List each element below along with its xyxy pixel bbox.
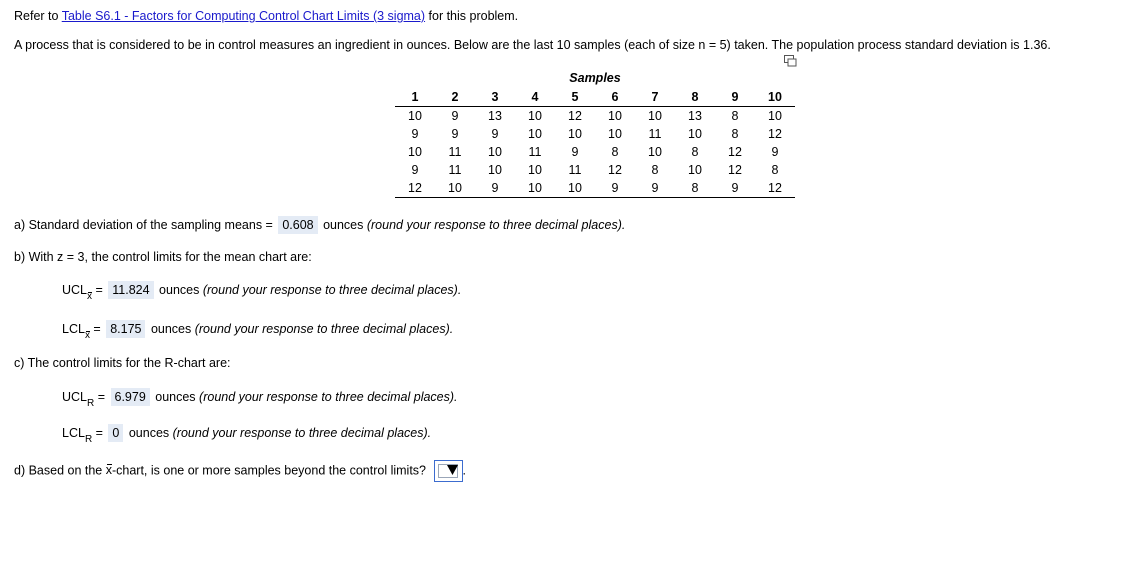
ucl-r-sub: R (87, 398, 95, 409)
table-cell: 10 (608, 127, 622, 141)
table-cell: 9 (411, 127, 419, 141)
samples-title: Samples (569, 71, 621, 85)
beyond-limits-dropdown[interactable] (434, 460, 463, 482)
part-d-end: . (462, 463, 466, 478)
table-cell: 10 (515, 179, 555, 198)
lcl-r-row (62, 424, 432, 445)
table-cell: 8 (651, 163, 659, 177)
column-header: 3 (475, 88, 515, 107)
part-b-label: b) With z = 3, the control limits for the mean chart are: (14, 250, 312, 264)
intro-line (14, 9, 518, 23)
table-cell: 9 (571, 145, 579, 159)
lcl-xbar-hint: (round your response to three decimal places). (194, 322, 454, 336)
ucl-xbar-hint: (round your response to three decimal places). (202, 283, 462, 297)
ucl-r-eq: = (94, 390, 109, 404)
ucl-xbar-prefix: UCL (62, 283, 88, 297)
table-cell: 10 (568, 127, 582, 141)
ucl-r-unit: ounces (151, 390, 200, 404)
table-cell: 8 (731, 109, 739, 123)
part-a-unit: ounces (319, 218, 367, 232)
table-cell: 8 (611, 145, 619, 159)
table-cell: 10 (648, 145, 662, 159)
table-cell: 10 (528, 127, 542, 141)
part-a-hint: (round your response to three decimal places). (366, 218, 626, 232)
ucl-xbar-unit: ounces (155, 283, 203, 297)
ucl-xbar-row (62, 281, 462, 302)
table-cell: 11 (448, 145, 462, 159)
part-c-label: c) The control limits for the R-chart are: (14, 356, 231, 370)
table-cell: 11 (648, 127, 662, 141)
table-cell: 8 (771, 163, 779, 177)
column-header: 5 (555, 88, 595, 107)
std-dev-answer[interactable]: 0.608 (278, 216, 317, 234)
table-cell: 8 (675, 179, 715, 198)
ucl-r-row (62, 388, 458, 409)
table-row (395, 161, 795, 179)
table-cell: 10 (555, 179, 595, 198)
intro-suffix: for this problem. (425, 9, 519, 23)
lcl-xbar-unit: ounces (147, 322, 195, 336)
column-header: 9 (715, 88, 755, 107)
table-cell: 10 (608, 109, 622, 123)
table-cell: 12 (608, 163, 622, 177)
table-cell: 10 (528, 109, 542, 123)
lcl-r-prefix: LCL (62, 426, 85, 440)
table-cell: 10 (488, 163, 502, 177)
table-cell: 9 (595, 179, 635, 198)
table-s6-1-link[interactable]: Table S6.1 - Factors for Computing Control Chart Limits (3 sigma) (61, 9, 426, 23)
ucl-xbar-answer[interactable]: 11.824 (108, 281, 153, 299)
table-cell: 10 (408, 109, 422, 123)
lcl-xbar-row (62, 320, 454, 341)
table-row (395, 107, 795, 126)
table-cell: 10 (435, 179, 475, 198)
dropdown-arrow-icon (447, 465, 458, 475)
table-cell: 9 (635, 179, 675, 198)
copy-icon[interactable] (784, 55, 797, 67)
table-cell: 9 (411, 163, 419, 177)
samples-table (395, 88, 795, 198)
table-body (395, 107, 795, 198)
column-header: 7 (635, 88, 675, 107)
intro-prefix: Refer to (14, 9, 62, 23)
lcl-r-answer[interactable]: 0 (108, 424, 123, 442)
column-header: 8 (675, 88, 715, 107)
table-cell: 10 (408, 145, 422, 159)
lcl-r-eq: = (92, 426, 107, 440)
table-cell: 12 (755, 179, 795, 198)
table-cell: 12 (568, 109, 582, 123)
ucl-r-answer[interactable]: 6.979 (111, 388, 150, 406)
table-cell: 10 (488, 145, 502, 159)
table-cell: 9 (451, 109, 459, 123)
table-cell: 9 (771, 145, 779, 159)
table-cell: 12 (728, 145, 742, 159)
column-header: 1 (395, 88, 435, 107)
column-header: 6 (595, 88, 635, 107)
lcl-r-hint: (round your response to three decimal places). (172, 426, 432, 440)
problem-statement: A process that is considered to be in control measures an ingredient in ounces. Below are the last 10 samples (each of size n = 5) taken. The population process standard deviation is 1.36. (14, 38, 1051, 52)
table-cell: 8 (731, 127, 739, 141)
table-cell: 12 (768, 127, 782, 141)
table-row (395, 179, 795, 198)
lcl-xbar-sub: x (84, 330, 90, 341)
table-cell: 12 (728, 163, 742, 177)
lcl-xbar-answer[interactable]: 8.175 (106, 320, 145, 338)
table-cell: 12 (395, 179, 435, 198)
column-header: 2 (435, 88, 475, 107)
table-cell: 10 (768, 109, 782, 123)
table-cell: 11 (528, 145, 542, 159)
table-cell: 11 (448, 163, 462, 177)
ucl-r-hint: (round your response to three decimal places). (199, 390, 458, 404)
lcl-xbar-eq: = (89, 322, 105, 336)
table-cell: 9 (491, 127, 499, 141)
table-row (395, 143, 795, 161)
part-a-label: a) Standard deviation of the sampling means = (14, 218, 277, 232)
table-cell: 13 (488, 109, 502, 123)
table-cell: 10 (688, 127, 702, 141)
part-a (14, 216, 625, 234)
ucl-r-prefix: UCL (62, 390, 88, 404)
part-d-xbar: x (105, 463, 112, 478)
lcl-xbar-prefix: LCL (62, 322, 85, 336)
table-cell: 10 (688, 163, 702, 177)
table-cell: 8 (691, 145, 699, 159)
table-row (395, 125, 795, 143)
part-d-prefix: d) Based on the (14, 463, 106, 478)
lcl-r-sub: R (84, 434, 93, 445)
table-cell: 13 (688, 109, 702, 123)
column-header: 4 (515, 88, 555, 107)
part-d-suffix: -chart, is one or more samples beyond the control limits? (111, 463, 427, 478)
table-cell: 10 (648, 109, 662, 123)
table-header-row (395, 88, 795, 107)
ucl-xbar-eq: = (92, 283, 107, 297)
table-cell: 9 (715, 179, 755, 198)
ucl-xbar-sub: x (87, 291, 93, 302)
table-cell: 9 (451, 127, 459, 141)
column-header: 10 (755, 88, 795, 107)
table-cell: 9 (475, 179, 515, 198)
part-d (14, 460, 466, 482)
lcl-r-unit: ounces (125, 426, 173, 440)
table-cell: 10 (528, 163, 542, 177)
table-cell: 11 (568, 163, 582, 177)
